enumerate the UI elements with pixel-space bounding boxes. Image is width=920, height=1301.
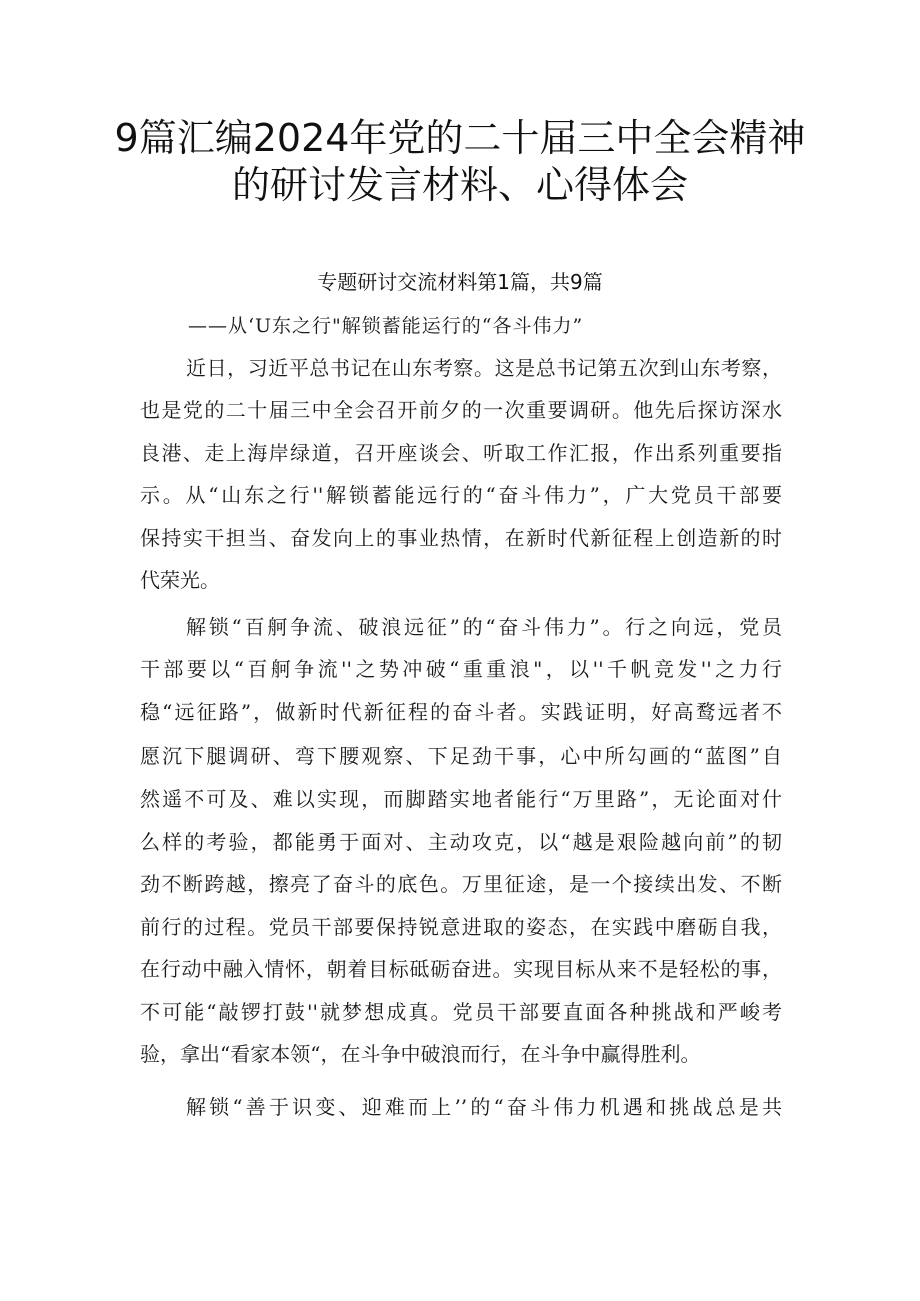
section-title: 专题研讨交流材料第1篇，共9篇 <box>317 270 603 294</box>
paragraph-line: 不可能“敲锣打鼓''就梦想成真。党员干部要直面各种挑战和严峻考 <box>140 1000 782 1024</box>
paragraph-line: 验，拿出“看家本领“，在斗争中破浪而行，在斗争中赢得胜利。 <box>140 1042 701 1066</box>
paragraph-line: 代荣光。 <box>140 568 220 592</box>
paragraph-line: 良港、走上海岸绿道，召开座谈会、听取工作汇报，作出系列重要指 <box>140 441 782 465</box>
paragraph-line: 解锁“百舸争流、破浪远征”的“奋斗伟力”。行之向远，党员 <box>186 615 782 639</box>
document-title-line-1: 9篇汇编2024年党的二十届三中全会精神 <box>114 116 806 160</box>
paragraph-line: 劲不断跨越，擦亮了奋斗的底色。万里征途，是一个接续出发、不断 <box>140 872 782 896</box>
paragraph-line: 然遥不可及、难以实现，而脚踏实地者能行“万里路”，无论面对什 <box>140 787 782 811</box>
paragraph-line: 示。从“山东之行''解锁蓄能远行的“奋斗伟力”，广大党员干部要 <box>140 483 782 507</box>
paragraph-line: 保持实干担当、奋发向上的事业热情，在新时代新征程上创造新的时 <box>140 526 782 550</box>
paragraph-line: 解锁“善于识变、迎难而上’’的“奋斗伟力机遇和挑战总是共 <box>186 1095 782 1119</box>
paragraph-line: 稳“远征路”，做新时代新征程的奋斗者。实践证明，好高鹜远者不 <box>140 700 782 724</box>
paragraph-line: 前行的过程。党员干部要保持锐意进取的姿态，在实践中磨砺自我， <box>140 915 782 939</box>
document-title-line-2: 的研讨发言材料、心得体会 <box>231 163 688 207</box>
paragraph-line: 干部要以“百舸争流''之势冲破“重重浪"，以''千帆竞发''之力行 <box>140 657 782 681</box>
paragraph-line: 么样的考验，都能勇于面对、主动攻克，以“越是艰险越向前”的韧 <box>140 830 782 854</box>
paragraph-line: 近日，习近平总书记在山东考察。这是总书记第五次到山东考察， <box>186 356 782 380</box>
paragraph-line: 愿沉下腿调研、弯下腰观察、下足劲干事，心中所勾画的“蓝图”自 <box>140 744 782 768</box>
paragraph-line: 在行动中融入情怀，朝着目标砥砺奋进。实现目标从来不是轻松的事， <box>140 957 782 981</box>
paragraph-line: 也是党的二十届三中全会召开前夕的一次重要调研。他先后探访深水 <box>140 398 782 422</box>
section-byline: ——从‘U东之行"解锁蓄能运行的“各斗伟力” <box>188 315 584 337</box>
